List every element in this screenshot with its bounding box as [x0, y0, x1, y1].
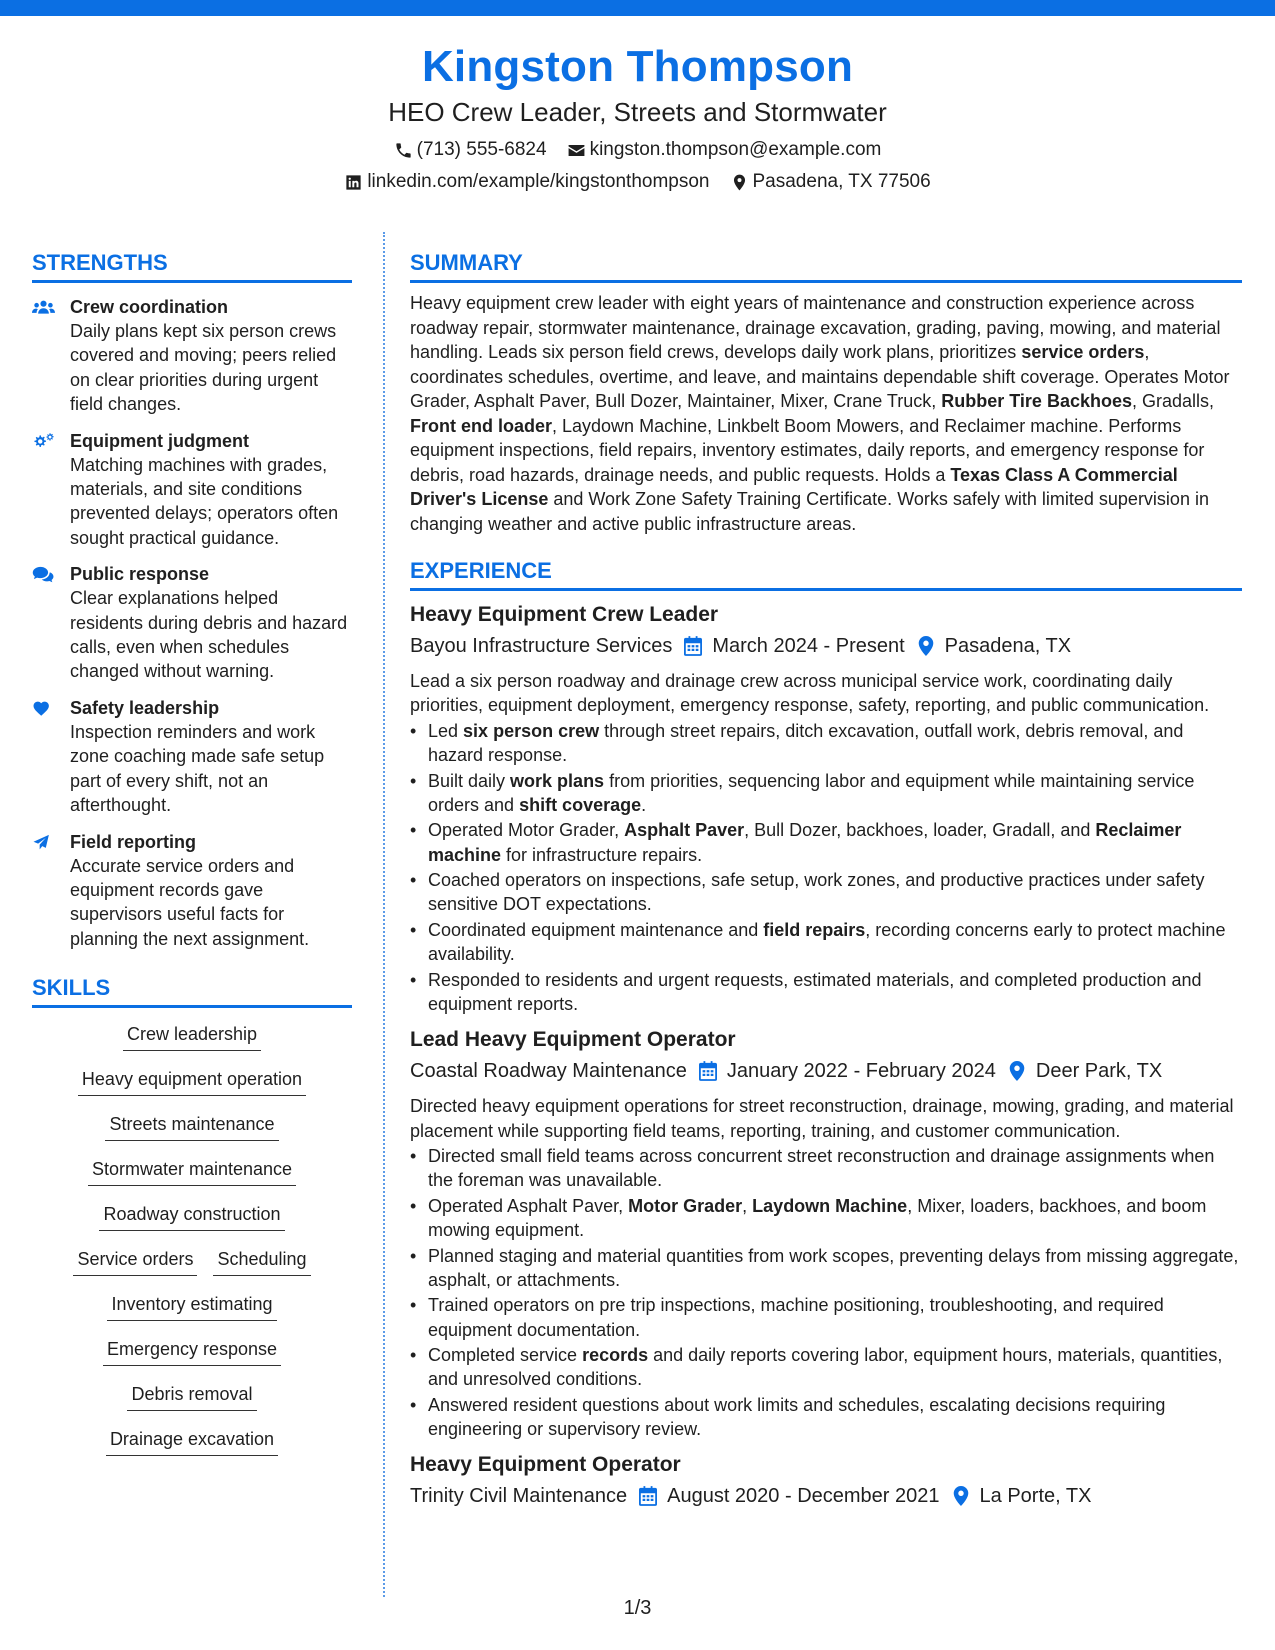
- strength-description: Clear explanations helped residents during debris and hazard calls, even when schedules changed without warning.: [70, 588, 348, 682]
- skill-tag: Emergency response: [103, 1337, 281, 1366]
- text-segment: and daily reports covering labor, equipment hours, materials, quantities, and unresolved conditions.: [428, 1345, 1223, 1390]
- bullet-item: [410, 1244, 1242, 1292]
- text-segment: for infrastructure repairs.: [501, 844, 703, 865]
- text-segment: , Mixer, loaders, backhoes, and boom mowing equipment.: [428, 1195, 1207, 1241]
- text-segment: Operated Asphalt Paver,: [428, 1195, 629, 1216]
- bullet-item: [410, 719, 1242, 767]
- skill-tag: Scheduling: [213, 1247, 310, 1276]
- skill-tag: Service orders: [73, 1247, 197, 1276]
- linkedin-text[interactable]: linkedin.com/example/kingstonthompson: [367, 171, 710, 192]
- job-dates: [627, 1482, 939, 1510]
- strength-title: Field reporting: [70, 831, 196, 852]
- page-number: 1/3: [623, 1597, 652, 1619]
- strength-item: [32, 830, 352, 952]
- job-meta: [410, 1057, 1242, 1085]
- skill-row: [127, 1382, 256, 1427]
- text-segment: Operated Motor Grader,: [428, 820, 625, 841]
- phone-icon: [394, 141, 413, 160]
- bold-keyword: Laydown Machine: [752, 1195, 908, 1216]
- job-dates: [687, 1057, 996, 1085]
- skill-row: [105, 1112, 278, 1157]
- strength-description: Matching machines with grades, materials, and site conditions prevented delays; operators often sought practical guidance.: [70, 454, 339, 548]
- text-segment: , Gradalls,: [1131, 391, 1215, 411]
- strength-item: [32, 429, 352, 551]
- resume-header: [0, 40, 1275, 194]
- strength-item: [32, 295, 352, 417]
- contact-row-primary: [0, 138, 1275, 162]
- text-segment: Answered resident questions about work limits and schedules, escalating decisions requiring engineering or supervisory review.: [428, 1395, 1166, 1440]
- job-meta: [410, 1482, 1242, 1510]
- job-location: [996, 1057, 1162, 1085]
- bold-keyword: six person crew: [463, 720, 600, 741]
- bold-keyword: shift coverage: [519, 794, 642, 815]
- gears-icon: [32, 432, 55, 451]
- skill-row: [78, 1067, 306, 1112]
- text-segment: through street repairs, ditch excavation, outfall work, debris removal, and hazard response.: [428, 720, 1184, 766]
- job-dates-text: January 2022 - February 2024: [726, 1060, 996, 1083]
- phone-contact: [394, 138, 547, 162]
- strength-description: Accurate service orders and equipment records gave supervisors useful facts for planning the next assignment.: [70, 855, 310, 949]
- map-pin-icon: [917, 636, 935, 656]
- text-segment: , Laydown Machine, Linkbelt Boom Mowers, and Reclaimer machine. Performs equipment inspections, field repairs, inventory estimates, daily reports, and emergency response for debris, road hazards, drainage needs, and public requests. Holds a: [410, 415, 1205, 485]
- bullet-item: [410, 1194, 1242, 1242]
- skill-tag: Debris removal: [127, 1382, 256, 1411]
- job-dates: [672, 632, 904, 660]
- skill-tag: Drainage excavation: [106, 1427, 278, 1456]
- text-segment: Directed small field teams across concurrent street reconstruction and drainage assignments when the foreman was unavailable.: [428, 1146, 1215, 1191]
- text-segment: Responded to residents and urgent requests, estimated materials, and completed production and equipment reports.: [428, 969, 1202, 1014]
- candidate-name: Kingston Thompson: [421, 42, 854, 91]
- email-contact[interactable]: [567, 138, 882, 162]
- contact-row-secondary: [0, 170, 1275, 194]
- job-entry: [410, 1451, 1242, 1510]
- skill-row: [103, 1337, 281, 1382]
- skill-row: [123, 1022, 261, 1067]
- skill-tag: Streets maintenance: [105, 1112, 278, 1141]
- experience-heading: EXPERIENCE: [410, 556, 1242, 591]
- bullet-item: [410, 1293, 1242, 1341]
- strength-title: Safety leadership: [70, 697, 220, 718]
- strength-description: Daily plans kept six person crews covered and moving; peers relied on clear priorities during urgent field changes.: [70, 321, 337, 415]
- skill-row: [106, 1427, 278, 1472]
- text-segment: .: [641, 794, 647, 815]
- location-contact: [730, 170, 931, 194]
- job-company: Bayou Infrastructure Services: [410, 635, 673, 657]
- bullet-item: [410, 918, 1242, 966]
- job-entry: [410, 601, 1242, 1016]
- bold-keyword: Rubber Tire Backhoes: [941, 391, 1132, 411]
- strength-item: [32, 696, 352, 818]
- skill-row: [107, 1292, 276, 1337]
- text-segment: , Bull Dozer, backhoes, loader, Gradall, and: [744, 820, 1096, 841]
- job-location-text: Pasadena, TX: [944, 635, 1072, 657]
- skill-row: [88, 1157, 296, 1202]
- job-list: [410, 601, 1242, 1510]
- job-bullets: [410, 1144, 1242, 1441]
- skills-heading: SKILLS: [32, 973, 352, 1008]
- phone-text: (713) 555-6824: [416, 139, 547, 160]
- text-segment: Coached operators on inspections, safe setup, work zones, and productive practices under safety sensitive DOT expectations.: [428, 870, 1205, 915]
- bold-keyword: Motor Grader: [628, 1195, 743, 1216]
- job-meta: [410, 632, 1242, 660]
- heart-icon: [32, 699, 55, 718]
- job-description: Directed heavy equipment operations for street reconstruction, drainage, mowing, grading, and material placement while supporting field teams, reporting, training, and customer communication.: [410, 1096, 1234, 1141]
- email-text[interactable]: kingston.thompson@example.com: [589, 139, 882, 160]
- bullet-item: [410, 1144, 1242, 1192]
- bullet-item: [410, 1393, 1242, 1441]
- job-dates-text: August 2020 - December 2021: [667, 1485, 940, 1508]
- map-pin-icon: [1008, 1061, 1026, 1081]
- skill-tag: Heavy equipment operation: [78, 1067, 306, 1096]
- skill-tag: Crew leadership: [123, 1022, 261, 1051]
- text-segment: Heavy equipment crew leader with eight years of maintenance and construction experience across roadway repair, stormwater maintenance, drainage excavation, grading, paving, mowing, and material handling. Leads six person field crews, develops daily work plans, prioritizes: [410, 293, 1221, 362]
- paper-plane-icon: [32, 833, 55, 852]
- bullet-item: [410, 968, 1242, 1016]
- job-company: Coastal Roadway Maintenance: [410, 1060, 687, 1083]
- bullet-item: [410, 868, 1242, 916]
- text-segment: , coordinates schedules, overtime, and leave, and maintains dependable shift coverage. Operates Motor Grader, Asphalt Paver, Bull Dozer, Maintainer, Mixer, Crane Truck,: [410, 342, 1230, 411]
- calendar-icon: [684, 636, 702, 656]
- text-segment: and Work Zone Safety Training Certificate. Works safely with limited supervision in changing weather and active public infrastructure areas.: [410, 489, 1209, 534]
- text-segment: Trained operators on pre trip inspections, machine positioning, troubleshooting, and required equipment documentation.: [428, 1295, 1164, 1340]
- job-description: Lead a six person roadway and drainage crew across municipal service work, coordinating daily priorities, equipment deployment, emergency response, safety, reporting, and public communication.: [410, 671, 1210, 716]
- location-text: Pasadena, TX 77506: [752, 171, 931, 192]
- column-divider: [383, 232, 385, 1597]
- skill-row: [73, 1247, 310, 1292]
- job-entry: [410, 1026, 1242, 1441]
- bold-keyword: service orders: [1021, 342, 1145, 362]
- text-segment: Planned staging and material quantities from work scopes, preventing delays from missing aggregate, asphalt, or attachments.: [428, 1245, 1239, 1290]
- job-location: [940, 1482, 1092, 1510]
- job-bullets: [410, 719, 1242, 1016]
- skill-tag: Stormwater maintenance: [88, 1157, 296, 1186]
- strength-item: [32, 562, 352, 684]
- skill-tag: Roadway construction: [99, 1202, 284, 1231]
- text-segment: from priorities, sequencing labor and equipment while maintaining service orders and: [428, 770, 1195, 815]
- bold-keyword: Asphalt Paver: [624, 820, 745, 841]
- text-segment: Built daily: [428, 770, 511, 791]
- job-location-text: La Porte, TX: [979, 1485, 1092, 1508]
- skill-tag: Inventory estimating: [107, 1292, 276, 1321]
- job-title: Lead Heavy Equipment Operator: [410, 1028, 736, 1052]
- job-title: Heavy Equipment Crew Leader: [410, 603, 719, 626]
- text-segment: ,: [742, 1195, 753, 1216]
- bold-keyword: Reclaimer machine: [428, 820, 1182, 865]
- text-segment: Led: [428, 720, 464, 741]
- bold-keyword: work plans: [510, 770, 605, 791]
- job-location: [905, 632, 1071, 660]
- bullet-item: [410, 769, 1242, 817]
- text-segment: Coordinated equipment maintenance and: [428, 920, 764, 940]
- map-pin-icon: [730, 173, 749, 192]
- job-company: Trinity Civil Maintenance: [410, 1485, 628, 1508]
- skills-list: [32, 1022, 352, 1472]
- job-title: Heavy Equipment Operator: [410, 1453, 681, 1477]
- bullet-item: [410, 1343, 1242, 1391]
- calendar-icon: [699, 1061, 717, 1081]
- text-segment: Completed service: [428, 1345, 583, 1366]
- candidate-headline: HEO Crew Leader, Streets and Stormwater: [388, 97, 887, 127]
- bold-keyword: Front end loader: [410, 415, 553, 436]
- bold-keyword: records: [582, 1345, 649, 1366]
- job-dates-text: March 2024 - Present: [712, 635, 905, 657]
- skill-row: [99, 1202, 284, 1247]
- experience-section: [410, 556, 1242, 1510]
- chat-icon: [32, 565, 55, 584]
- envelope-icon: [567, 141, 586, 160]
- strength-title: Equipment judgment: [70, 430, 249, 451]
- strength-description: Inspection reminders and work zone coaching made safe setup part of every shift, not an afterthought.: [70, 721, 325, 816]
- calendar-icon: [639, 1486, 657, 1506]
- bold-keyword: Texas Class A Commercial Driver's License: [410, 464, 1178, 509]
- right-column: [410, 248, 1242, 1510]
- linkedin-icon: [344, 173, 363, 192]
- text-segment: , recording concerns early to protect machine availability.: [428, 920, 1226, 965]
- strengths-heading: STRENGTHS: [32, 248, 352, 283]
- top-accent-bar: [0, 0, 1275, 16]
- left-column: [32, 248, 352, 1472]
- summary-text: [410, 291, 1242, 536]
- strength-title: Public response: [70, 564, 210, 585]
- users-icon: [32, 298, 55, 317]
- linkedin-contact[interactable]: [344, 170, 709, 194]
- strength-title: Crew coordination: [70, 297, 229, 317]
- bullet-item: [410, 818, 1242, 866]
- job-location-text: Deer Park, TX: [1035, 1060, 1163, 1083]
- map-pin-icon: [952, 1486, 970, 1506]
- bold-keyword: field repairs: [763, 920, 866, 940]
- summary-heading: SUMMARY: [410, 248, 1242, 283]
